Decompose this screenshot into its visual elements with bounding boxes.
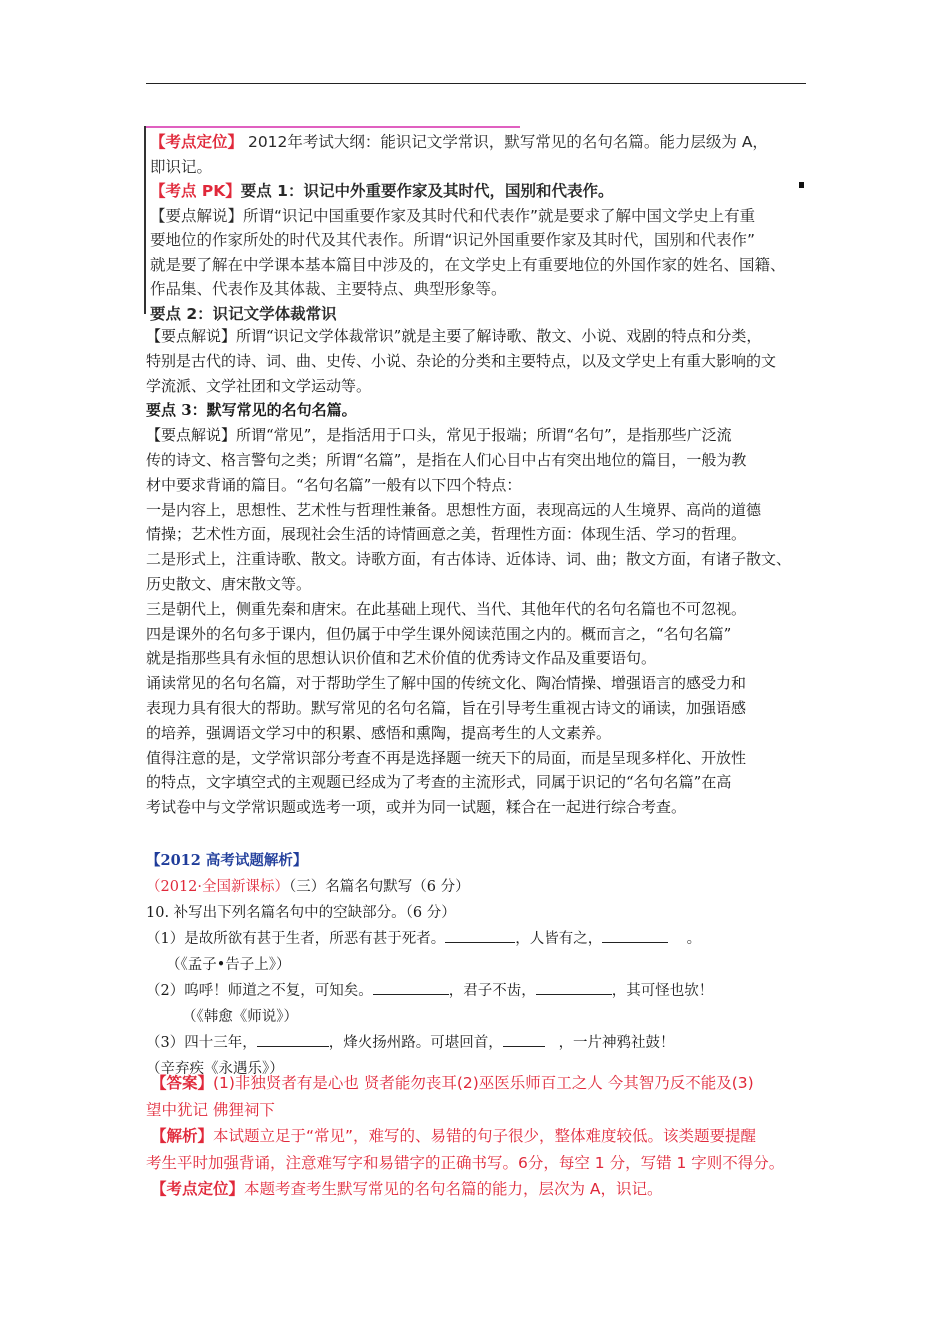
p2-line: 的特点，文字填空式的主观题已经成为了考查的主流形式，同属于识记的“名句名篇”在高 bbox=[146, 773, 732, 792]
explanation-text-2: 考生平时加强背诵，注意难写字和易错字的正确书写。6分，每空 1 分，写错 1 字则不得分。 bbox=[146, 1153, 785, 1172]
position-text: 本题考查考生默写常见的名句名篇的能力，层次为 A，识记。 bbox=[243, 1180, 663, 1198]
q1-text-end: 。 bbox=[686, 931, 702, 947]
p2-line: 历史散文、唐宋散文等。 bbox=[146, 574, 312, 593]
q1-text-mid: ，人皆有之， bbox=[515, 931, 603, 947]
q3-text: （3）四十三年， bbox=[146, 1035, 257, 1051]
explanation-text: 本试题立足于“常见”，难写的、易错的句子很少，整体难度较低。该类题要提醒 bbox=[212, 1127, 757, 1145]
answer-block bbox=[146, 1070, 826, 1203]
answer-text-2: 望中犹记 佛狸祠下 bbox=[146, 1100, 275, 1119]
p2-line: 四是课外的名句多于课内，但仍属于中学生课外阅读范围之内的。概而言之，“名句名篇” bbox=[146, 624, 732, 643]
p2-line: 诵读常见的名句名篇，对于帮助学生了解中国的传统文化、陶冶情操、增强语言的感受力和 bbox=[146, 674, 747, 693]
answer-tag: 【答案】 bbox=[150, 1074, 213, 1092]
q2-blank-2 bbox=[536, 980, 612, 995]
box-line-8: 要点 2：识记文学体裁常识 bbox=[150, 304, 337, 323]
p1-line: 学流派、文学社团和文学运动等。 bbox=[146, 376, 372, 395]
box-line-4: 【要点解说】所谓“识记中国重要作家及其时代和代表作”就是要求了解中国文学史上有重 bbox=[150, 206, 756, 225]
p2-line: 就是指那些具有永恒的思想认识价值和艺术价值的优秀诗文作品及重要语句。 bbox=[146, 649, 657, 668]
q2-text: （2）呜呼！师道之不复，可知矣。 bbox=[146, 983, 373, 999]
q1-text: （1）是故所欲有甚于生者，所恶有甚于死者。 bbox=[146, 931, 446, 947]
q1-blank-1 bbox=[445, 928, 515, 943]
kaodian-tag: 【考点定位】 bbox=[150, 133, 244, 151]
q3-text-end: ，一片神鸦社鼓！ bbox=[558, 1035, 675, 1051]
question-stem: 10. 补写出下列名篇名句中的空缺部分。（6 分） bbox=[146, 905, 456, 921]
box-line-6: 就是要了解在中学课本基本篇目中涉及的，在文学史上有重要地位的外国作家的姓名、国籍、 bbox=[150, 255, 786, 274]
box-left-border bbox=[144, 126, 146, 314]
q2-text-mid: ，君子不齿， bbox=[448, 983, 536, 999]
box-line-5: 要地位的作家所处的时代及其代表作。所谓“识记外国重要作家及其时代，国别和代表作” bbox=[150, 231, 756, 249]
q3-blank-1 bbox=[257, 1032, 329, 1047]
q1-blank-2 bbox=[602, 928, 668, 943]
box-line-3: 要点 1：识记中外重要作家及其时代，国别和代表作。 bbox=[240, 182, 614, 200]
exam-source-rest: （三）名篇名句默写（6 分） bbox=[289, 879, 470, 895]
q3-blank-2 bbox=[503, 1032, 545, 1047]
q2-blank-1 bbox=[373, 980, 449, 995]
box-line-2: 即识记。 bbox=[150, 157, 213, 176]
exam-source: （2012·全国新课标） bbox=[146, 879, 290, 895]
p2-line: 情操；艺术性方面，展现社会生活的诗情画意之美，哲理性方面：体现生活、学习的哲理。 bbox=[146, 525, 747, 544]
q1-source: （《孟子•告子上》） bbox=[166, 957, 291, 973]
point-3-heading: 要点 3：默写常见的名句名篇。 bbox=[146, 401, 357, 420]
position-tag: 【考点定位】 bbox=[150, 1180, 244, 1198]
header-rule bbox=[146, 83, 806, 84]
p2-line: 值得注意的是，文学常识部分考查不再是选择题一统天下的局面，而是呈现多样化、开放性 bbox=[146, 748, 747, 767]
box-top-highlight bbox=[146, 126, 520, 128]
p2-line: 表现力具有很大的帮助。默写常见的名句名篇，旨在引导考生重视古诗文的诵读，加强语感 bbox=[146, 698, 747, 717]
p2-line: 的培养，强调语文学习中的积累、感悟和熏陶，提高考生的人文素养。 bbox=[146, 723, 612, 742]
box-line-1: 2012年考试大纲：能识记文学常识，默写常见的名句名篇。能力层级为 A， bbox=[247, 133, 768, 151]
pasted-excerpt-box bbox=[144, 126, 808, 323]
p2-line: 二是形式上，注重诗歌、散文。诗歌方面，有古体诗、近体诗、词、曲；散文方面，有诸子散文、 bbox=[146, 550, 792, 569]
exam-section bbox=[146, 848, 810, 1082]
q2-source: （《韩愈《师说》） bbox=[182, 1009, 298, 1025]
p2-line: 传的诗文、格言警句之类；所谓“名篇”，是指在人们心目中占有突出地位的篇目，一般为教 bbox=[146, 450, 747, 469]
section-title: 【2012 高考试题解析】 bbox=[146, 852, 308, 869]
p2-line: 【要点解说】所谓“常见”，是指活用于口头，常见于报端；所谓“名句”，是指那些广泛流 bbox=[146, 426, 732, 445]
p2-line: 一是内容上，思想性、艺术性与哲理性兼备。思想性方面，表现高远的人生境界、高尚的道德 bbox=[146, 500, 762, 519]
p1-line: 特别是古代的诗、词、曲、史传、小说、杂论的分类和主要特点，以及文学史上有重大影响的文 bbox=[146, 351, 777, 370]
p1-line: 【要点解说】所谓“识记文学体裁常识”就是主要了解诗歌、散文、小说、戏剧的特点和分类， bbox=[146, 327, 762, 345]
q3-source: （辛弃疾《永遇乐》） bbox=[146, 1061, 284, 1077]
box-line-7: 作品集、代表作及其体裁、主要特点、典型形象等。 bbox=[150, 280, 507, 298]
q2-text-end: ，其可怪也欤！ bbox=[611, 983, 714, 999]
p2-line: 三是朝代上，侧重先秦和唐宋。在此基础上现代、当代、其他年代的名句名篇也不可忽视。 bbox=[146, 599, 747, 618]
kaodian-pk-tag: 【考点 PK】 bbox=[150, 182, 241, 200]
explanation-tag: 【解析】 bbox=[150, 1127, 213, 1145]
p2-line: 材中要求背诵的篇目。“名句名篇”一般有以下四个特点： bbox=[146, 475, 522, 494]
main-text bbox=[146, 324, 810, 820]
p2-line: 考试卷中与文学常识题或选考一项，或并为同一试题，糅合在一起进行综合考查。 bbox=[146, 798, 687, 817]
q3-text-mid: ，烽火扬州路。可堪回首， bbox=[328, 1035, 503, 1051]
answer-text: (1)非独贤者有是心也 贤者能勿丧耳(2)巫医乐师百工之人 今其智乃反不能及(3) bbox=[212, 1074, 754, 1092]
